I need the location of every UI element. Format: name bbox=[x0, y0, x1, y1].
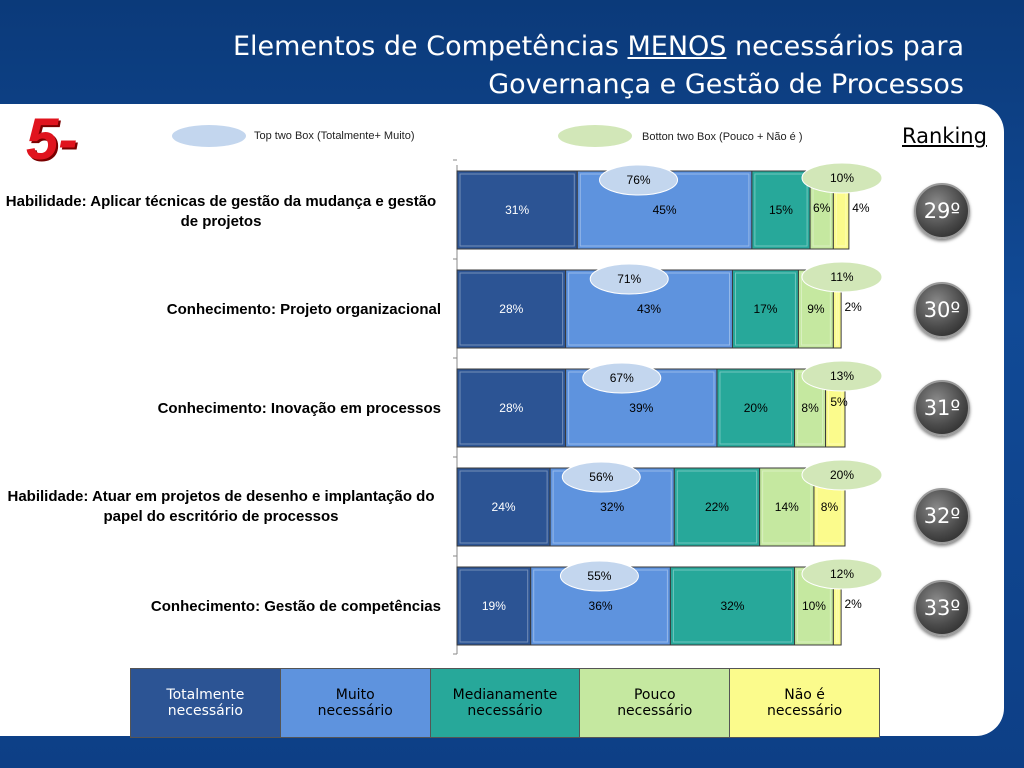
ranking-badge-4: 32º bbox=[914, 488, 970, 544]
bar-value-label: 32% bbox=[600, 500, 625, 514]
bar-value-label: 39% bbox=[629, 401, 654, 415]
bar-value-label: 8% bbox=[801, 401, 819, 415]
bottom-two-box-label: 12% bbox=[829, 567, 855, 581]
bar-value-label: 15% bbox=[768, 203, 793, 217]
page-number: 16 bbox=[12, 720, 33, 740]
bar-value-label: 14% bbox=[774, 500, 799, 514]
bar-value-label: 31% bbox=[505, 203, 530, 217]
row-label-5: Conhecimento: Gestão de competências bbox=[150, 598, 441, 615]
bar-value-label: 9% bbox=[807, 302, 825, 316]
top-two-legend-label: Top two Box (Totalmente+ Muito) bbox=[254, 130, 415, 142]
ranking-badge-3: 31º bbox=[914, 380, 970, 436]
bottom-two-box-label: 13% bbox=[829, 369, 855, 383]
bar-value-label: 43% bbox=[637, 302, 662, 316]
title-line1-part2: necessários para bbox=[726, 31, 964, 62]
top-two-box-label: 67% bbox=[609, 371, 634, 385]
bar-value-label: 24% bbox=[491, 500, 516, 514]
bar-value-label: 2% bbox=[844, 597, 862, 611]
bottom-two-box-label: 20% bbox=[829, 468, 855, 482]
bar-value-label: 20% bbox=[743, 401, 768, 415]
bar-value-label: 5% bbox=[830, 395, 848, 409]
top-two-box-label: 56% bbox=[589, 470, 614, 484]
bar-value-label: 19% bbox=[481, 599, 506, 613]
section-number: 5- bbox=[26, 107, 78, 172]
row-label-2: Conhecimento: Projeto organizacional bbox=[166, 301, 441, 318]
bar-value-label: 28% bbox=[499, 401, 524, 415]
row-label-1: Habilidade: Aplicar técnicas de gestão da mudança e gestão de projetos bbox=[5, 193, 437, 230]
bar-value-label: 28% bbox=[499, 302, 524, 316]
ranking-badge-2: 30º bbox=[914, 282, 970, 338]
bar-value-label: 22% bbox=[704, 500, 729, 514]
top-two-box-label: 76% bbox=[626, 173, 651, 187]
bar-value-label: 10% bbox=[801, 599, 826, 613]
bar-value-label: 45% bbox=[652, 203, 677, 217]
bar-value-label: 8% bbox=[820, 500, 839, 514]
bottom-two-box-label: 10% bbox=[829, 171, 855, 185]
bar-value-label: 4% bbox=[852, 201, 870, 215]
ranking-header: Ranking bbox=[902, 124, 987, 148]
footer-legend bbox=[130, 668, 880, 738]
bar-value-label: 32% bbox=[720, 599, 745, 613]
footer-legend-pouco: Pouco necessário bbox=[580, 669, 730, 737]
bar-value-label: 17% bbox=[753, 302, 778, 316]
title-line1-part1: Elementos de Competências bbox=[232, 31, 628, 62]
row-label-4: Habilidade: Atuar em projetos de desenho e implantação do papel do escritório de processos bbox=[7, 488, 435, 525]
bar-value-label: 2% bbox=[844, 300, 862, 314]
footer-legend-nao: Não é necessário bbox=[730, 669, 879, 737]
footer-legend-medianamente: Medianamente necessário bbox=[431, 669, 581, 737]
footer-legend-muito: Muito necessário bbox=[281, 669, 431, 737]
bottom-two-box-label: 11% bbox=[830, 270, 854, 284]
footer-legend-totalmente: Totalmente necessário bbox=[131, 669, 281, 737]
ranking-badge-1: 29º bbox=[914, 183, 970, 239]
ranking-badge-5: 33º bbox=[914, 580, 970, 636]
top-two-box-label: 71% bbox=[617, 272, 642, 286]
bar-value-label: 6% bbox=[813, 201, 831, 215]
bar-value-label: 36% bbox=[588, 599, 613, 613]
top-two-box-label: 55% bbox=[587, 569, 612, 583]
bottom-two-legend-label: Botton two Box (Pouco + Não é ) bbox=[642, 131, 803, 143]
title-menos: MENOS bbox=[627, 31, 727, 62]
title-line2: Governança e Gestão de Processos bbox=[488, 69, 964, 100]
row-label-3: Conhecimento: Inovação em processos bbox=[157, 400, 441, 417]
